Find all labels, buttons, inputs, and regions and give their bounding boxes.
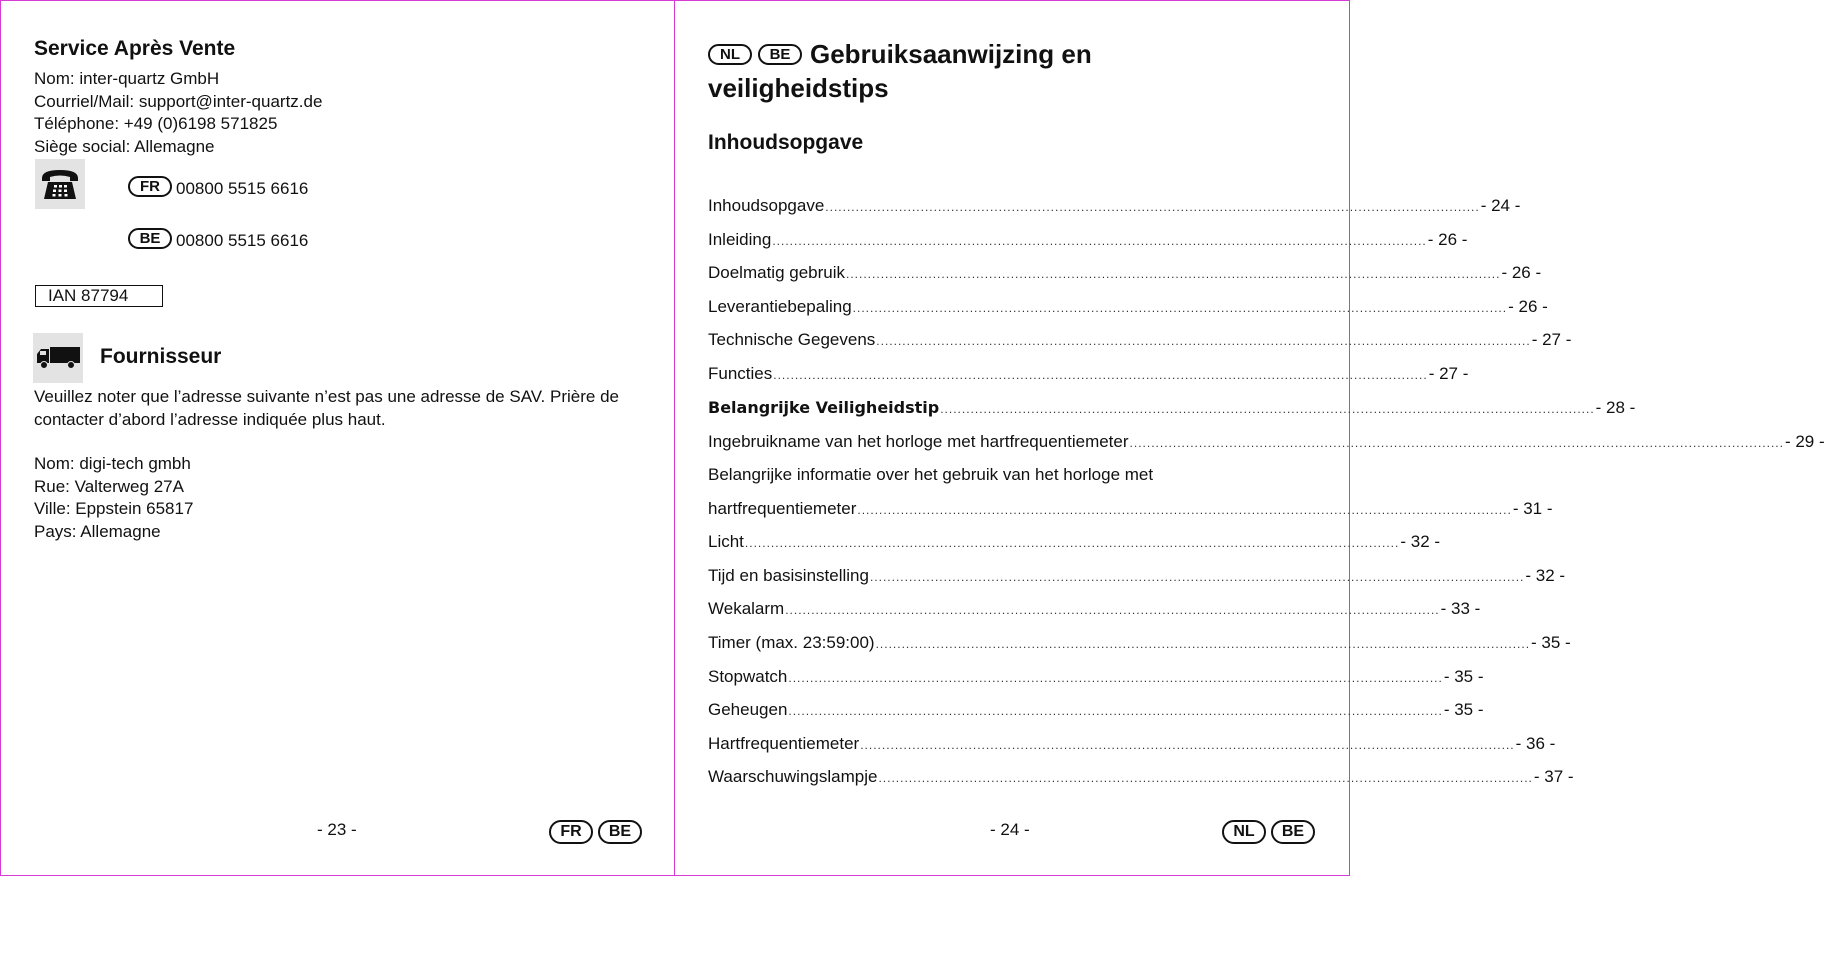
country-badge-fr: FR xyxy=(128,176,172,197)
phone-row-fr xyxy=(128,172,308,201)
toc-wrap-line: Belangrijke informatie over het gebruik van het horloge met xyxy=(708,465,1154,484)
toc-page: - 31 - xyxy=(1512,499,1553,518)
toc-label: hartfrequentiemeter xyxy=(708,499,857,518)
toc-page: - 27 - xyxy=(1428,364,1469,383)
toc-leader: ....................................................................................................................................................... xyxy=(860,738,1515,752)
toc-label: Tijd en basisinstelling xyxy=(708,566,869,585)
toc-leader: ....................................................................................................................................................... xyxy=(772,234,1427,248)
country-badge-be: BE xyxy=(128,228,172,249)
toc-leader: ....................................................................................................................................................... xyxy=(744,536,1400,550)
toc-label: Geheugen xyxy=(708,700,788,719)
toc-label: Belangrijke Veiligheidstip xyxy=(708,398,940,417)
left-page xyxy=(0,0,675,876)
toc-entry[interactable] xyxy=(708,230,1468,254)
toc-page: - 24 - xyxy=(1480,196,1521,215)
supplier-line: Pays: Allemagne xyxy=(34,521,161,541)
toc-label: Inleiding xyxy=(708,230,772,249)
toc-page: - 37 - xyxy=(1533,767,1574,786)
service-title: Service Après Vente xyxy=(34,37,236,60)
toc-leader: ....................................................................................................................................................... xyxy=(940,402,1595,416)
toc-entry[interactable] xyxy=(708,263,1542,287)
toc-entry[interactable] xyxy=(708,667,1484,691)
toc-leader: ....................................................................................................................................................... xyxy=(857,503,1512,517)
toc-entry[interactable] xyxy=(708,398,1636,422)
toc-label: Doelmatig gebruik xyxy=(708,263,846,282)
service-line: Courriel/Mail: support@inter-quartz.de xyxy=(34,91,323,111)
toc-page: - 33 - xyxy=(1440,599,1481,618)
supplier-note-line: contacter d’abord l’adresse indiquée plus haut. xyxy=(34,409,386,429)
toc-label: Wekalarm xyxy=(708,599,785,618)
supplier-note xyxy=(34,386,619,431)
toc-page: - 29 - xyxy=(1784,432,1825,451)
toc-entry[interactable] xyxy=(708,532,1441,556)
toc-entry[interactable] xyxy=(708,566,1566,590)
toc-page: - 36 - xyxy=(1515,734,1556,753)
supplier-line: Ville: Eppstein 65817 xyxy=(34,499,194,518)
toc-page: - 35 - xyxy=(1443,700,1484,719)
toc-leader: ....................................................................................................................................................... xyxy=(846,267,1501,281)
toc-leader: ....................................................................................................................................................... xyxy=(788,671,1443,685)
toc-page: - 26 - xyxy=(1508,297,1548,316)
supplier-line: Rue: Valterweg 27A xyxy=(34,476,184,496)
service-info xyxy=(34,68,322,158)
toc-page: - 28 - xyxy=(1595,398,1636,417)
telephone-icon xyxy=(35,159,85,209)
toc-entry[interactable] xyxy=(708,330,1572,354)
toc-label: Hartfrequentiemeter xyxy=(708,734,860,753)
toc-label: Leverantiebepaling xyxy=(708,297,852,316)
header-badge-be: BE xyxy=(758,44,802,65)
page-number: - 24 - xyxy=(990,820,1030,839)
phone-row-be xyxy=(128,224,308,253)
toc-entry[interactable] xyxy=(708,196,1521,220)
toc-entry[interactable] xyxy=(708,599,1481,623)
footer-badge-be: BE xyxy=(598,820,642,844)
truck-icon xyxy=(33,333,83,383)
toc-leader: ....................................................................................................................................................... xyxy=(878,771,1533,785)
title-row xyxy=(708,39,1092,70)
phone-number-be: 00800 5515 6616 xyxy=(176,231,309,250)
toc-page: - 27 - xyxy=(1531,330,1572,349)
toc-label: Stopwatch xyxy=(708,667,788,686)
toc-leader: ....................................................................................................................................................... xyxy=(825,200,1480,214)
toc-entry[interactable] xyxy=(708,700,1484,724)
supplier-line: Nom: digi-tech gmbh xyxy=(34,454,191,473)
footer-badge-fr: FR xyxy=(549,820,593,844)
toc-leader: ....................................................................................................................................................... xyxy=(852,301,1508,315)
right-page xyxy=(674,0,1825,876)
toc-entry[interactable] xyxy=(708,297,1548,321)
toc-leader: ....................................................................................................................................................... xyxy=(869,570,1525,584)
toc-leader: ....................................................................................................................................................... xyxy=(1129,436,1784,450)
toc-label: Timer (max. 23:59:00) xyxy=(708,633,875,652)
footer-badge-nl: NL xyxy=(1222,820,1266,844)
toc-label: Ingebruikname van het horloge met hartfrequentiemeter xyxy=(708,432,1129,451)
toc-label: Waarschuwingslampje xyxy=(708,767,878,786)
phone-number-fr: 00800 5515 6616 xyxy=(176,179,309,198)
toc-leader: ....................................................................................................................................................... xyxy=(773,368,1428,382)
footer-badges xyxy=(549,820,642,844)
toc-entry[interactable] xyxy=(708,499,1553,523)
supplier-address xyxy=(34,453,193,543)
toc-entry[interactable] xyxy=(708,633,1571,657)
toc-entry[interactable] xyxy=(708,364,1469,388)
service-line: Siège social: Allemagne xyxy=(34,136,215,156)
service-line: Nom: inter-quartz GmbH xyxy=(34,69,220,88)
toc-page: - 26 - xyxy=(1501,263,1542,282)
toc-page: - 35 - xyxy=(1531,633,1571,652)
toc-leader: ....................................................................................................................................................... xyxy=(876,334,1531,348)
toc-leader: ....................................................................................................................................................... xyxy=(875,637,1531,651)
toc-page: - 32 - xyxy=(1400,532,1441,551)
toc-page: - 32 - xyxy=(1525,566,1566,585)
toc-label: Functies xyxy=(708,364,773,383)
toc-leader: ....................................................................................................................................................... xyxy=(788,704,1443,718)
toc-entry[interactable] xyxy=(708,734,1556,758)
footer-badge-be: BE xyxy=(1271,820,1315,844)
supplier-title: Fournisseur xyxy=(100,345,222,368)
toc-entry[interactable] xyxy=(708,432,1825,456)
toc-page: - 35 - xyxy=(1443,667,1484,686)
toc-entry[interactable] xyxy=(708,767,1574,791)
service-line: Téléphone: +49 (0)6198 571825 xyxy=(34,114,278,133)
footer-badges xyxy=(1222,820,1315,844)
page-title-line1: Gebruiksaanwijzing en xyxy=(810,39,1092,69)
toc-leader: ....................................................................................................................................................... xyxy=(785,603,1440,617)
toc-label: Licht xyxy=(708,532,744,551)
page-number: - 23 - xyxy=(317,820,357,839)
header-badge-nl: NL xyxy=(708,44,752,65)
toc-title: Inhoudsopgave xyxy=(708,131,864,154)
page-title-line2: veiligheidstips xyxy=(708,73,889,103)
toc-label: Technische Gegevens xyxy=(708,330,876,349)
toc-page: - 26 - xyxy=(1427,230,1468,249)
supplier-note-line: Veuillez noter que l’adresse suivante n’est pas une adresse de SAV. Prière de xyxy=(34,387,619,406)
toc-label: Inhoudsopgave xyxy=(708,196,825,215)
ian-box: IAN 87794 xyxy=(35,285,163,307)
